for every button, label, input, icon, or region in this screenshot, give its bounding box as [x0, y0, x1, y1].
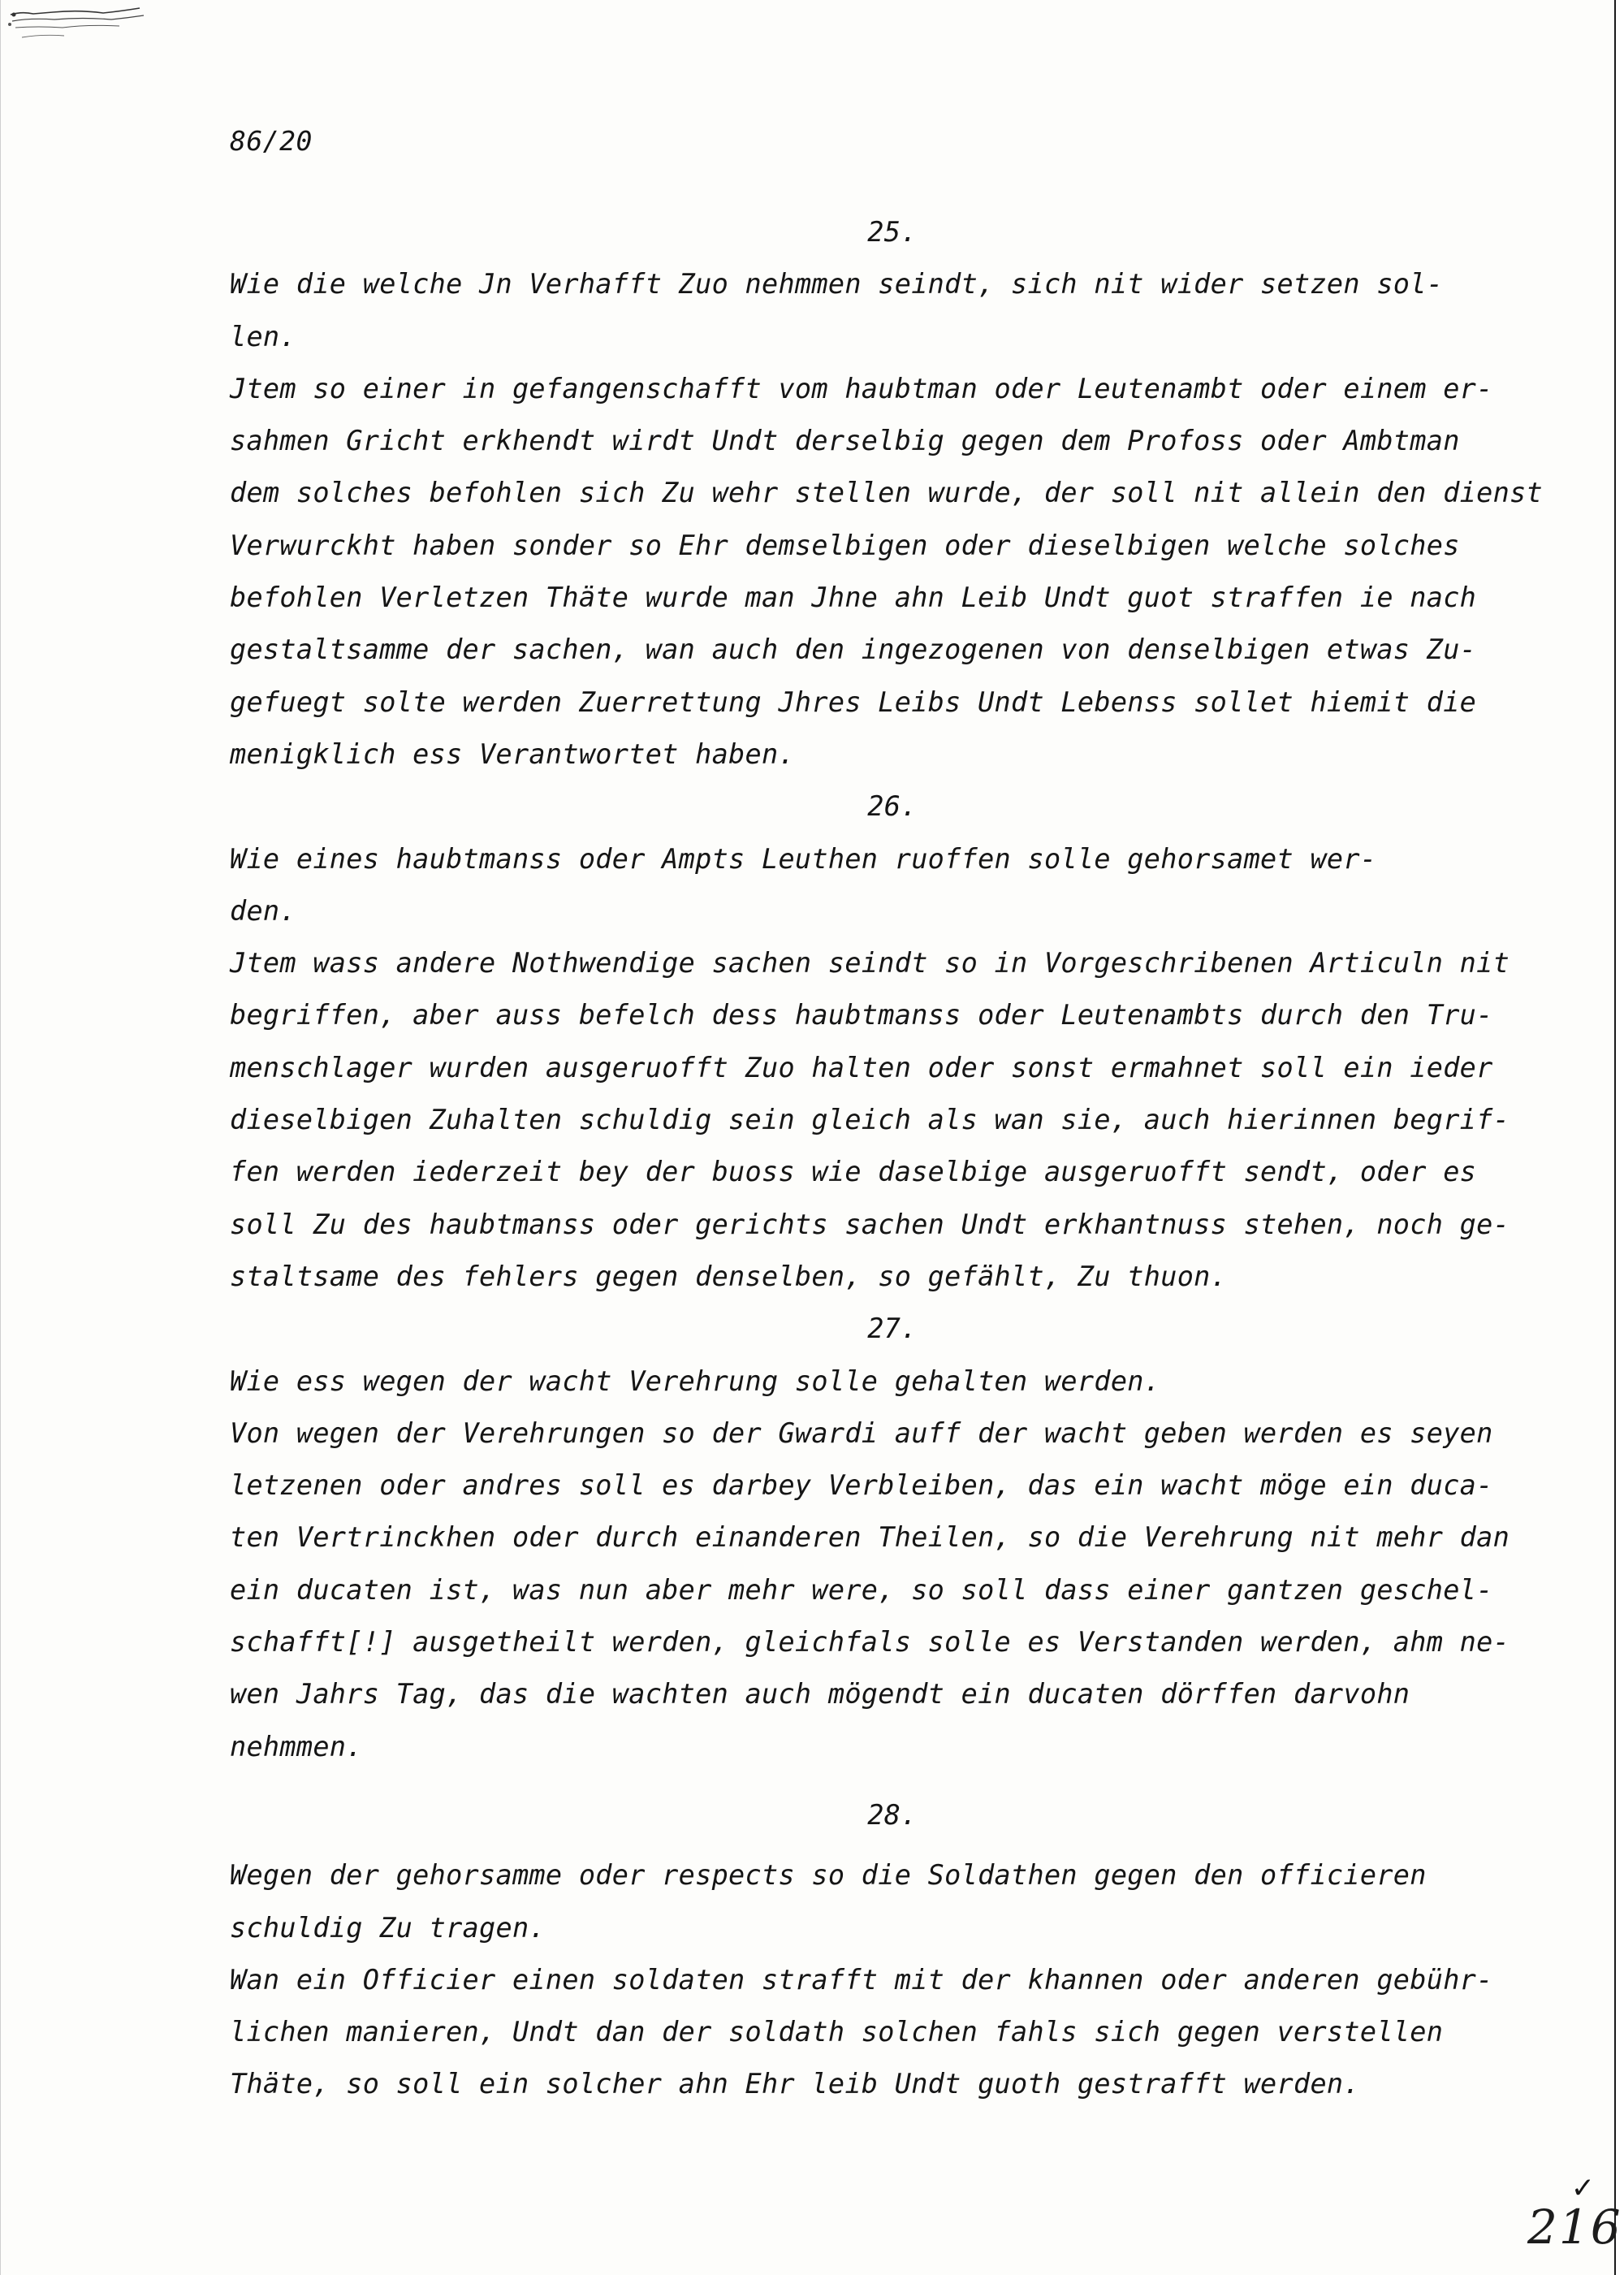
article-body-line: dem solches befohlen sich Zu wehr stellen wurde, der soll nit allein den dienst	[230, 477, 1544, 509]
article-heading-line: Wie die welche Jn Verhafft Zuo nehmmen seindt, sich nit wider setzen sol-	[230, 268, 1444, 301]
article-body-line: befohlen Verletzen Thäte wurde man Jhne ahn Leib Undt guot straffen ie nach	[230, 582, 1477, 614]
article-body-line: sahmen Gricht erkhendt wirdt Undt derselbig gegen dem Profoss oder Ambtman	[230, 425, 1460, 457]
article-body-line: gestaltsamme der sachen, wan auch den ingezogenen von denselbigen etwas Zu-	[230, 634, 1477, 666]
article-body-line: ten Vertrinckhen oder durch einanderen Theilen, so die Verehrung nit mehr dan	[230, 1521, 1510, 1554]
article-body-line: nehmmen.	[230, 1730, 363, 1762]
article-heading-line: Wie eines haubtmanss oder Ampts Leuthen ruoffen solle gehorsamet wer-	[230, 842, 1377, 875]
article-number: 25.	[867, 216, 918, 248]
article-body-line: Von wegen der Verehrungen so der Gwardi auff der wacht geben werden es seyen	[230, 1416, 1493, 1449]
article-body-line: Wan ein Officier einen soldaten strafft mit der khannen oder anderen gebühr-	[230, 1963, 1493, 1996]
article-body-line: Verwurckht haben sonder so Ehr demselbigen oder dieselbigen welche solches	[230, 529, 1460, 561]
folio-number: 216	[1527, 2199, 1622, 2255]
article-body-line: fen werden iederzeit bey der buoss wie daselbige ausgeruofft sendt, oder es	[230, 1156, 1477, 1188]
document-reference: 86/20	[230, 125, 313, 157]
spacer	[230, 1841, 1545, 1849]
article-body-line: lichen manieren, Undt dan der soldath solchen fahls sich gegen verstellen	[230, 2016, 1444, 2048]
article-body-line: menschlager wurden ausgeruofft Zuo halten oder sonst ermahnet soll ein ieder	[230, 1051, 1493, 1083]
article-body-line: menigklich ess Verantwortet haben.	[230, 737, 795, 770]
article-number: 26.	[867, 790, 918, 823]
article-body-line: ein ducaten ist, was nun aber mehr were, so soll dass einer gantzen geschel-	[230, 1573, 1493, 1606]
article-body-line: begriffen, aber auss befelch dess haubtmanss oder Leutenambts durch den Tru-	[230, 999, 1493, 1032]
article-body-line: gefuegt solte werden Zuerrettung Jhres Leibs Undt Lebenss sollet hiemit die	[230, 686, 1477, 718]
article-heading-line: den.	[230, 894, 296, 927]
spacer	[230, 1773, 1545, 1789]
article-heading-line: len.	[230, 320, 296, 352]
article-body-line: schafft[!] ausgetheilt werden, gleichfals solle es Verstanden werden, ahm ne-	[230, 1626, 1510, 1659]
article-heading-line: schuldig Zu tragen.	[230, 1911, 546, 1944]
document-body	[230, 206, 1545, 2111]
article-body-line: dieselbigen Zuhalten schuldig sein gleich als wan sie, auch hierinnen begrif-	[230, 1104, 1510, 1136]
article-body-line: soll Zu des haubtmanss oder gerichts sachen Undt erkhantnuss stehen, noch ge-	[230, 1208, 1510, 1240]
article-body-line: Thäte, so soll ein solcher ahn Ehr leib Undt guoth gestrafft werden.	[230, 2068, 1360, 2100]
article-heading-line: Wie ess wegen der wacht Verehrung solle gehalten werden.	[230, 1365, 1161, 1397]
article-number: 27.	[867, 1313, 918, 1345]
article-body-line: wen Jahrs Tag, das die wachten auch mögendt ein ducaten dörffen darvohn	[230, 1678, 1410, 1711]
check-mark-icon: ✓	[1573, 2169, 1593, 2206]
article-body-line: letzenen oder andres soll es darbey Verbleiben, das ein wacht möge ein duca-	[230, 1469, 1493, 1502]
article-heading-line: Wegen der gehorsamme oder respects so die Soldathen gegen den officieren	[230, 1859, 1427, 1892]
article-body-line: staltsame des fehlers gegen denselben, so gefählt, Zu thuon.	[230, 1260, 1228, 1292]
article-number: 28.	[867, 1798, 918, 1831]
article-body-line: Jtem so einer in gefangenschafft vom haubtman oder Leutenambt oder einem er-	[230, 372, 1493, 404]
scanner-mark-icon	[6, 3, 152, 52]
article-body-line: Jtem wass andere Nothwendige sachen seindt so in Vorgeschribenen Articuln nit	[230, 947, 1510, 980]
